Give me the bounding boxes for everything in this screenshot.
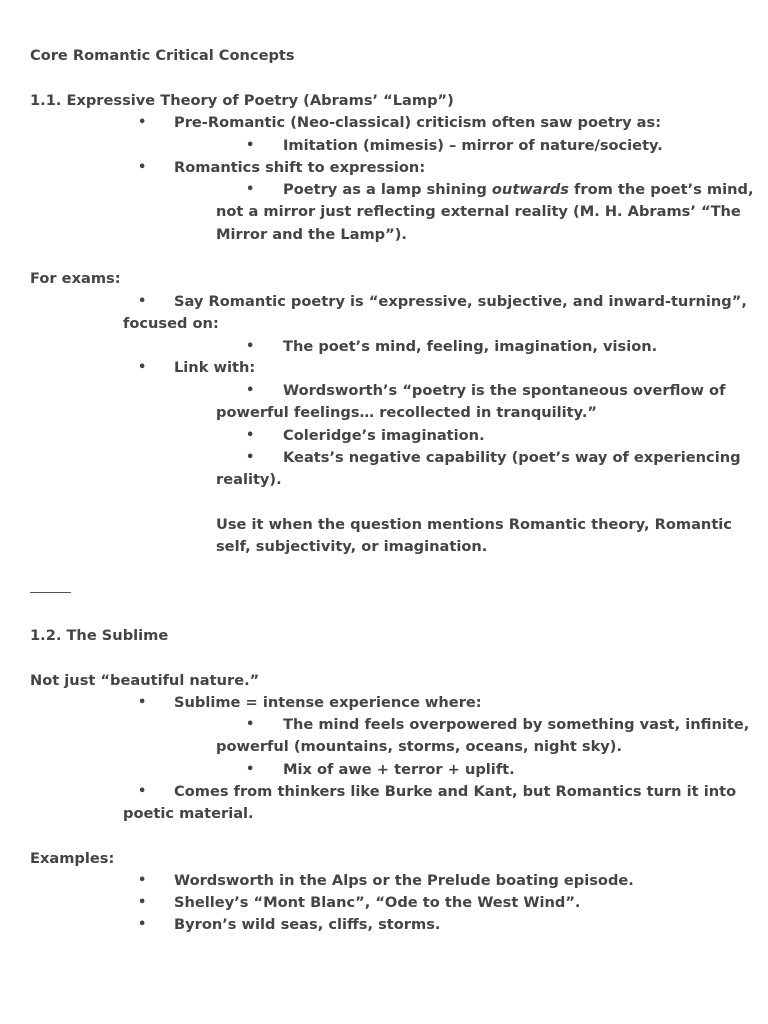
section-heading-sublime: 1.2. The Sublime — [30, 627, 169, 644]
list-item: Say Romantic poetry is “expressive, subjective, and inward-turning”, — [174, 293, 747, 310]
bullet-marker: • — [246, 383, 255, 398]
list-item: Imitation (mimesis) – mirror of nature/society. — [283, 137, 663, 154]
list-item: Shelley’s “Mont Blanc”, “Ode to the West Wind”. — [174, 894, 581, 911]
bullet-marker: • — [138, 294, 147, 309]
bullet-marker: • — [246, 450, 255, 465]
list-item: Byron’s wild seas, cliffs, storms. — [174, 916, 441, 933]
bullet-marker: • — [138, 360, 147, 375]
bullet-marker: • — [138, 695, 147, 710]
list-item: The poet’s mind, feeling, imagination, vision. — [283, 338, 658, 355]
list-item-continuation: powerful feelings… recollected in tranquility.” — [216, 404, 597, 421]
section-heading-expressive-theory: 1.1. Expressive Theory of Poetry (Abrams’ “Lamp”) — [30, 92, 454, 109]
bullet-marker: • — [138, 115, 147, 130]
list-item: Sublime = intense experience where: — [174, 694, 482, 711]
usage-note-continuation: self, subjectivity, or imagination. — [216, 538, 488, 555]
text-segment: from the poet’s mind, — [568, 181, 754, 198]
list-item: Keats’s negative capability (poet’s way of experiencing — [283, 449, 741, 466]
bullet-marker: • — [138, 917, 147, 932]
list-item: The mind feels overpowered by something vast, infinite, — [283, 716, 750, 733]
section-divider — [30, 592, 71, 593]
bullet-marker: • — [138, 784, 147, 799]
bullet-marker: • — [246, 762, 255, 777]
list-item-continuation: reality). — [216, 471, 282, 488]
list-item: Romantics shift to expression: — [174, 159, 426, 176]
examples-label: Examples: — [30, 850, 115, 867]
document-title: Core Romantic Critical Concepts — [30, 47, 295, 64]
sublime-intro: Not just “beautiful nature.” — [30, 672, 260, 689]
list-item — [283, 179, 754, 201]
list-item-continuation: poetic material. — [123, 805, 254, 822]
list-item: Wordsworth’s “poetry is the spontaneous overflow of — [283, 382, 726, 399]
list-item-continuation: focused on: — [123, 315, 219, 332]
list-item: Pre-Romantic (Neo-classical) criticism often saw poetry as: — [174, 114, 662, 131]
bullet-marker: • — [246, 138, 255, 153]
bullet-marker: • — [246, 717, 255, 732]
emphasis-text: outwards — [491, 181, 569, 198]
text-segment: Poetry as a lamp shining — [283, 181, 492, 198]
usage-note: Use it when the question mentions Romantic theory, Romantic — [216, 516, 732, 533]
bullet-marker: • — [138, 895, 147, 910]
bullet-marker: • — [138, 873, 147, 888]
list-item: Link with: — [174, 359, 256, 376]
list-item-continuation: Mirror and the Lamp”). — [216, 226, 407, 243]
list-item-continuation: not a mirror just reflecting external reality (M. H. Abrams’ “The — [216, 203, 741, 220]
list-item: Mix of awe + terror + uplift. — [283, 761, 515, 778]
list-item: Comes from thinkers like Burke and Kant, but Romantics turn it into — [174, 783, 737, 800]
bullet-marker: • — [246, 339, 255, 354]
bullet-marker: • — [246, 428, 255, 443]
list-item: Wordsworth in the Alps or the Prelude boating episode. — [174, 872, 634, 889]
list-item: Coleridge’s imagination. — [283, 427, 485, 444]
bullet-marker: • — [246, 182, 255, 197]
bullet-marker: • — [138, 160, 147, 175]
exams-label: For exams: — [30, 270, 121, 287]
list-item-continuation: powerful (mountains, storms, oceans, night sky). — [216, 738, 623, 755]
